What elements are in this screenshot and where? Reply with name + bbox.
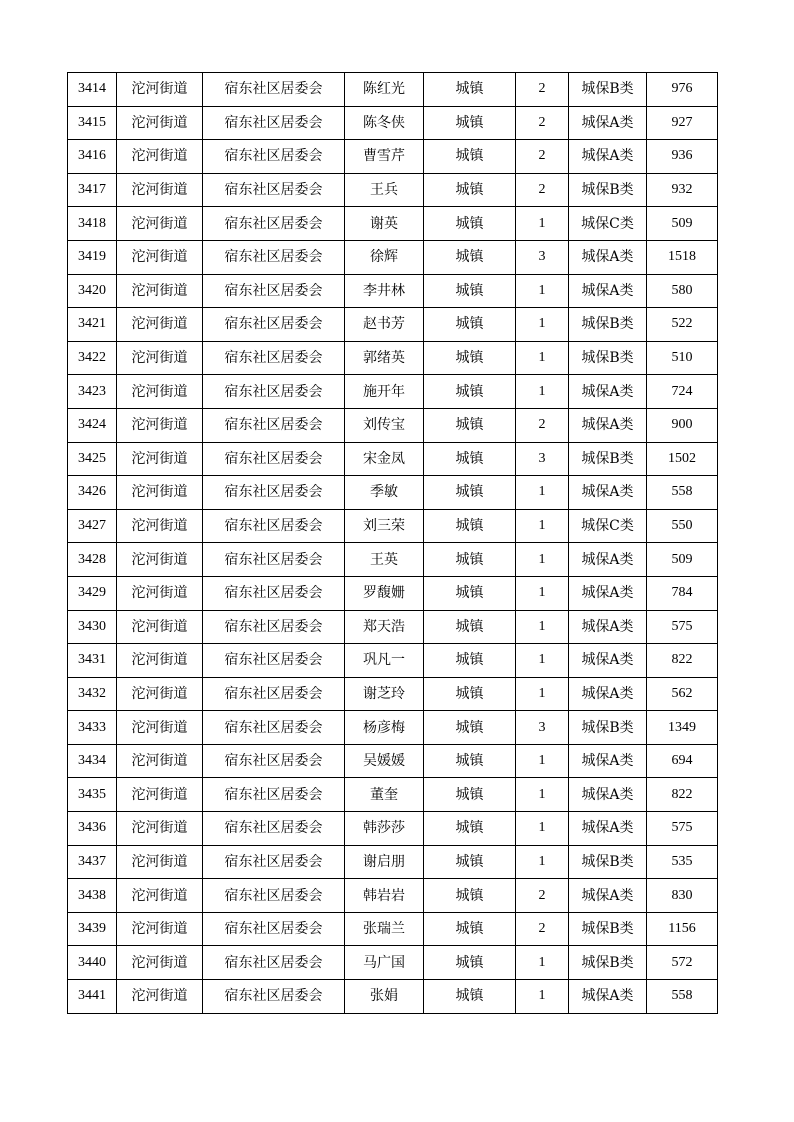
street-cell: 沱河街道 [117, 778, 203, 812]
amount-cell: 580 [647, 274, 718, 308]
community-cell: 宿东社区居委会 [203, 980, 345, 1014]
community-cell: 宿东社区居委会 [203, 845, 345, 879]
community-cell: 宿东社区居委会 [203, 476, 345, 510]
household-count-cell: 1 [516, 980, 569, 1014]
category-cell: 城保A类 [569, 576, 647, 610]
street-cell: 沱河街道 [117, 408, 203, 442]
area-type-cell: 城镇 [424, 677, 516, 711]
table-row [68, 980, 718, 1014]
community-cell: 宿东社区居委会 [203, 140, 345, 174]
name-cell: 刘三荣 [345, 509, 424, 543]
row-number-cell: 3431 [68, 644, 117, 678]
category-cell: 城保A类 [569, 980, 647, 1014]
name-cell: 巩凡一 [345, 644, 424, 678]
table-row [68, 845, 718, 879]
category-cell: 城保A类 [569, 408, 647, 442]
name-cell: 王兵 [345, 173, 424, 207]
document-page [67, 72, 717, 1014]
name-cell: 王英 [345, 543, 424, 577]
area-type-cell: 城镇 [424, 308, 516, 342]
street-cell: 沱河街道 [117, 744, 203, 778]
amount-cell: 562 [647, 677, 718, 711]
amount-cell: 822 [647, 644, 718, 678]
name-cell: 张瑞兰 [345, 912, 424, 946]
household-count-cell: 1 [516, 375, 569, 409]
category-cell: 城保B类 [569, 73, 647, 107]
category-cell: 城保B类 [569, 173, 647, 207]
area-type-cell: 城镇 [424, 946, 516, 980]
area-type-cell: 城镇 [424, 778, 516, 812]
household-count-cell: 1 [516, 845, 569, 879]
table-row [68, 509, 718, 543]
table-row [68, 476, 718, 510]
area-type-cell: 城镇 [424, 173, 516, 207]
table-row [68, 375, 718, 409]
community-cell: 宿东社区居委会 [203, 173, 345, 207]
household-count-cell: 1 [516, 543, 569, 577]
community-cell: 宿东社区居委会 [203, 912, 345, 946]
name-cell: 刘传宝 [345, 408, 424, 442]
table-row [68, 106, 718, 140]
amount-cell: 724 [647, 375, 718, 409]
category-cell: 城保A类 [569, 812, 647, 846]
amount-cell: 927 [647, 106, 718, 140]
category-cell: 城保B类 [569, 442, 647, 476]
table-row [68, 946, 718, 980]
street-cell: 沱河街道 [117, 912, 203, 946]
area-type-cell: 城镇 [424, 845, 516, 879]
community-cell: 宿东社区居委会 [203, 341, 345, 375]
category-cell: 城保A类 [569, 140, 647, 174]
street-cell: 沱河街道 [117, 610, 203, 644]
row-number-cell: 3419 [68, 240, 117, 274]
community-cell: 宿东社区居委会 [203, 543, 345, 577]
row-number-cell: 3426 [68, 476, 117, 510]
area-type-cell: 城镇 [424, 408, 516, 442]
amount-cell: 522 [647, 308, 718, 342]
household-count-cell: 1 [516, 274, 569, 308]
street-cell: 沱河街道 [117, 576, 203, 610]
street-cell: 沱河街道 [117, 677, 203, 711]
household-count-cell: 1 [516, 610, 569, 644]
amount-cell: 694 [647, 744, 718, 778]
community-cell: 宿东社区居委会 [203, 274, 345, 308]
name-cell: 韩岩岩 [345, 879, 424, 913]
amount-cell: 575 [647, 610, 718, 644]
row-number-cell: 3414 [68, 73, 117, 107]
community-cell: 宿东社区居委会 [203, 240, 345, 274]
category-cell: 城保A类 [569, 274, 647, 308]
street-cell: 沱河街道 [117, 946, 203, 980]
area-type-cell: 城镇 [424, 240, 516, 274]
street-cell: 沱河街道 [117, 845, 203, 879]
amount-cell: 1518 [647, 240, 718, 274]
table-row [68, 912, 718, 946]
amount-cell: 550 [647, 509, 718, 543]
community-cell: 宿东社区居委会 [203, 946, 345, 980]
table-row [68, 341, 718, 375]
household-count-cell: 1 [516, 576, 569, 610]
name-cell: 罗馥姗 [345, 576, 424, 610]
area-type-cell: 城镇 [424, 912, 516, 946]
household-count-cell: 2 [516, 879, 569, 913]
area-type-cell: 城镇 [424, 576, 516, 610]
community-cell: 宿东社区居委会 [203, 73, 345, 107]
community-cell: 宿东社区居委会 [203, 711, 345, 745]
area-type-cell: 城镇 [424, 980, 516, 1014]
name-cell: 陈红光 [345, 73, 424, 107]
area-type-cell: 城镇 [424, 274, 516, 308]
category-cell: 城保B类 [569, 711, 647, 745]
amount-cell: 572 [647, 946, 718, 980]
community-cell: 宿东社区居委会 [203, 879, 345, 913]
table-row [68, 73, 718, 107]
row-number-cell: 3421 [68, 308, 117, 342]
community-cell: 宿东社区居委会 [203, 106, 345, 140]
community-cell: 宿东社区居委会 [203, 677, 345, 711]
row-number-cell: 3428 [68, 543, 117, 577]
row-number-cell: 3430 [68, 610, 117, 644]
table-row [68, 274, 718, 308]
household-count-cell: 1 [516, 946, 569, 980]
row-number-cell: 3441 [68, 980, 117, 1014]
community-cell: 宿东社区居委会 [203, 576, 345, 610]
amount-cell: 784 [647, 576, 718, 610]
row-number-cell: 3433 [68, 711, 117, 745]
category-cell: 城保A类 [569, 644, 647, 678]
area-type-cell: 城镇 [424, 879, 516, 913]
household-count-cell: 2 [516, 106, 569, 140]
category-cell: 城保A类 [569, 543, 647, 577]
roster-table [67, 72, 718, 1014]
name-cell: 郭绪英 [345, 341, 424, 375]
area-type-cell: 城镇 [424, 543, 516, 577]
street-cell: 沱河街道 [117, 308, 203, 342]
name-cell: 施开年 [345, 375, 424, 409]
table-row [68, 576, 718, 610]
table-row [68, 610, 718, 644]
row-number-cell: 3427 [68, 509, 117, 543]
street-cell: 沱河街道 [117, 879, 203, 913]
household-count-cell: 1 [516, 509, 569, 543]
category-cell: 城保B类 [569, 308, 647, 342]
area-type-cell: 城镇 [424, 73, 516, 107]
community-cell: 宿东社区居委会 [203, 509, 345, 543]
table-row [68, 207, 718, 241]
table-row [68, 408, 718, 442]
area-type-cell: 城镇 [424, 744, 516, 778]
table-row [68, 778, 718, 812]
amount-cell: 830 [647, 879, 718, 913]
row-number-cell: 3424 [68, 408, 117, 442]
amount-cell: 976 [647, 73, 718, 107]
amount-cell: 932 [647, 173, 718, 207]
table-row [68, 644, 718, 678]
table-row [68, 442, 718, 476]
name-cell: 郑天浩 [345, 610, 424, 644]
category-cell: 城保A类 [569, 744, 647, 778]
category-cell: 城保A类 [569, 778, 647, 812]
row-number-cell: 3440 [68, 946, 117, 980]
category-cell: 城保A类 [569, 375, 647, 409]
household-count-cell: 3 [516, 442, 569, 476]
amount-cell: 510 [647, 341, 718, 375]
area-type-cell: 城镇 [424, 476, 516, 510]
row-number-cell: 3437 [68, 845, 117, 879]
household-count-cell: 2 [516, 408, 569, 442]
table-row [68, 879, 718, 913]
street-cell: 沱河街道 [117, 375, 203, 409]
category-cell: 城保A类 [569, 106, 647, 140]
table-row [68, 308, 718, 342]
name-cell: 韩莎莎 [345, 812, 424, 846]
category-cell: 城保C类 [569, 207, 647, 241]
area-type-cell: 城镇 [424, 812, 516, 846]
street-cell: 沱河街道 [117, 106, 203, 140]
category-cell: 城保A类 [569, 476, 647, 510]
name-cell: 董奎 [345, 778, 424, 812]
name-cell: 马广国 [345, 946, 424, 980]
street-cell: 沱河街道 [117, 207, 203, 241]
row-number-cell: 3438 [68, 879, 117, 913]
category-cell: 城保C类 [569, 509, 647, 543]
row-number-cell: 3432 [68, 677, 117, 711]
community-cell: 宿东社区居委会 [203, 442, 345, 476]
category-cell: 城保B类 [569, 912, 647, 946]
area-type-cell: 城镇 [424, 140, 516, 174]
community-cell: 宿东社区居委会 [203, 375, 345, 409]
category-cell: 城保A类 [569, 240, 647, 274]
street-cell: 沱河街道 [117, 980, 203, 1014]
community-cell: 宿东社区居委会 [203, 644, 345, 678]
area-type-cell: 城镇 [424, 341, 516, 375]
name-cell: 谢启朋 [345, 845, 424, 879]
name-cell: 曹雪芹 [345, 140, 424, 174]
street-cell: 沱河街道 [117, 140, 203, 174]
community-cell: 宿东社区居委会 [203, 207, 345, 241]
area-type-cell: 城镇 [424, 610, 516, 644]
street-cell: 沱河街道 [117, 274, 203, 308]
household-count-cell: 1 [516, 207, 569, 241]
street-cell: 沱河街道 [117, 812, 203, 846]
table-row [68, 711, 718, 745]
row-number-cell: 3422 [68, 341, 117, 375]
household-count-cell: 2 [516, 140, 569, 174]
amount-cell: 822 [647, 778, 718, 812]
name-cell: 赵书芳 [345, 308, 424, 342]
household-count-cell: 1 [516, 778, 569, 812]
street-cell: 沱河街道 [117, 73, 203, 107]
category-cell: 城保B类 [569, 341, 647, 375]
name-cell: 杨彦梅 [345, 711, 424, 745]
category-cell: 城保B类 [569, 946, 647, 980]
area-type-cell: 城镇 [424, 509, 516, 543]
amount-cell: 900 [647, 408, 718, 442]
household-count-cell: 1 [516, 476, 569, 510]
amount-cell: 575 [647, 812, 718, 846]
row-number-cell: 3436 [68, 812, 117, 846]
table-row [68, 677, 718, 711]
street-cell: 沱河街道 [117, 509, 203, 543]
household-count-cell: 3 [516, 240, 569, 274]
community-cell: 宿东社区居委会 [203, 744, 345, 778]
category-cell: 城保A类 [569, 879, 647, 913]
row-number-cell: 3425 [68, 442, 117, 476]
amount-cell: 1349 [647, 711, 718, 745]
street-cell: 沱河街道 [117, 173, 203, 207]
row-number-cell: 3434 [68, 744, 117, 778]
category-cell: 城保A类 [569, 610, 647, 644]
area-type-cell: 城镇 [424, 375, 516, 409]
amount-cell: 1502 [647, 442, 718, 476]
name-cell: 谢英 [345, 207, 424, 241]
area-type-cell: 城镇 [424, 207, 516, 241]
name-cell: 吴媛媛 [345, 744, 424, 778]
table-row [68, 543, 718, 577]
name-cell: 陈冬侠 [345, 106, 424, 140]
community-cell: 宿东社区居委会 [203, 408, 345, 442]
household-count-cell: 3 [516, 711, 569, 745]
area-type-cell: 城镇 [424, 644, 516, 678]
household-count-cell: 1 [516, 341, 569, 375]
household-count-cell: 2 [516, 912, 569, 946]
street-cell: 沱河街道 [117, 240, 203, 274]
row-number-cell: 3439 [68, 912, 117, 946]
household-count-cell: 1 [516, 812, 569, 846]
amount-cell: 558 [647, 980, 718, 1014]
amount-cell: 936 [647, 140, 718, 174]
household-count-cell: 1 [516, 644, 569, 678]
amount-cell: 1156 [647, 912, 718, 946]
name-cell: 徐辉 [345, 240, 424, 274]
area-type-cell: 城镇 [424, 711, 516, 745]
household-count-cell: 2 [516, 73, 569, 107]
row-number-cell: 3429 [68, 576, 117, 610]
row-number-cell: 3415 [68, 106, 117, 140]
street-cell: 沱河街道 [117, 711, 203, 745]
category-cell: 城保B类 [569, 845, 647, 879]
row-number-cell: 3423 [68, 375, 117, 409]
row-number-cell: 3418 [68, 207, 117, 241]
table-row [68, 812, 718, 846]
area-type-cell: 城镇 [424, 442, 516, 476]
area-type-cell: 城镇 [424, 106, 516, 140]
street-cell: 沱河街道 [117, 543, 203, 577]
community-cell: 宿东社区居委会 [203, 610, 345, 644]
street-cell: 沱河街道 [117, 644, 203, 678]
amount-cell: 509 [647, 543, 718, 577]
row-number-cell: 3417 [68, 173, 117, 207]
amount-cell: 535 [647, 845, 718, 879]
table-row [68, 173, 718, 207]
category-cell: 城保A类 [569, 677, 647, 711]
community-cell: 宿东社区居委会 [203, 308, 345, 342]
street-cell: 沱河街道 [117, 442, 203, 476]
household-count-cell: 1 [516, 677, 569, 711]
name-cell: 谢芝玲 [345, 677, 424, 711]
name-cell: 季敏 [345, 476, 424, 510]
household-count-cell: 1 [516, 308, 569, 342]
table-row [68, 744, 718, 778]
household-count-cell: 1 [516, 744, 569, 778]
row-number-cell: 3435 [68, 778, 117, 812]
name-cell: 张娟 [345, 980, 424, 1014]
table-row [68, 140, 718, 174]
community-cell: 宿东社区居委会 [203, 778, 345, 812]
name-cell: 宋金凤 [345, 442, 424, 476]
row-number-cell: 3416 [68, 140, 117, 174]
community-cell: 宿东社区居委会 [203, 812, 345, 846]
table-row [68, 240, 718, 274]
street-cell: 沱河街道 [117, 476, 203, 510]
amount-cell: 509 [647, 207, 718, 241]
name-cell: 李井林 [345, 274, 424, 308]
street-cell: 沱河街道 [117, 341, 203, 375]
amount-cell: 558 [647, 476, 718, 510]
row-number-cell: 3420 [68, 274, 117, 308]
household-count-cell: 2 [516, 173, 569, 207]
roster-body [68, 73, 718, 1014]
